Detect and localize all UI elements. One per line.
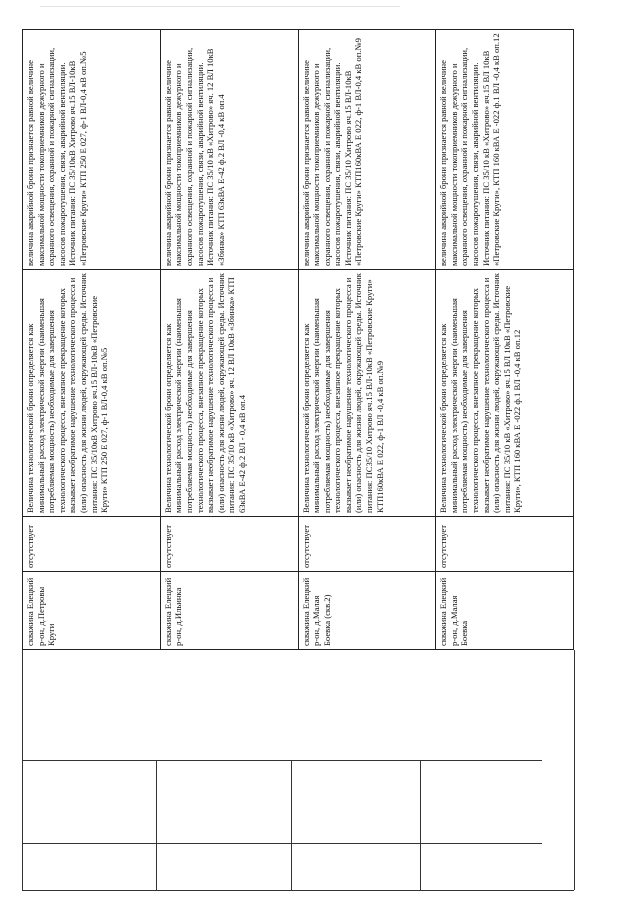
ruled-line — [22, 760, 542, 761]
ruled-line — [22, 890, 574, 891]
object-cell: скважина Елецкий р-он, д.Петровы Круги — [23, 572, 161, 650]
tech-reserve-cell: Величина технологической брони определяется как минимальный расход электрической энергии (наименьшая потребляемая мощность) необходимые для завершения технологического процесса, внезапное прекращение которых вызывает необратимое нарушение технологического процесса и (или) опасность для жизни людей, окружающей среды. Источник питания: ПС35/10 Хитрово яч.15 ВЛ-10кВ «Петровские Круги» КТП160кВА Е 022, ф-1 ВЛ -0,4 кВ оп.№9 — [298, 270, 436, 517]
tech-reserve-cell: Величина технологической брони определяется как минимальный расход электрической энергии (наименьшая потребляемая мощность) необходимые для завершения технологического процесса, внезапное прекращение которых вызывает необратимое нарушение технологического процесса и (или) опасность для жизни людей, окружающей среды. Источник питания: ПС 35/10 кВ «Хитрово» яч. 12 ВЛ 10кВ «Збинка» КТП 63кВА Е-42 ф.2 ВЛ - 0,4 кВ оп.4 — [160, 270, 298, 517]
rotated-table-wrapper — [22, 30, 574, 650]
scan-edge-line — [40, 6, 400, 7]
absent-cell: отсутствует — [23, 517, 161, 572]
emergency-reserve-cell: величина аварийной брони признается равной величине максимальной мощности токоприемников дежурного и охранного освещения, охранной и пожарной сигнализации, насосов пожаротушения, связи, аварийной вентиляции. Источник питания: ПС 35/10 кВ «Хитрово» яч. 12 ВЛ 10кВ «Збинка» КТП 63кВА Е-42 ф.2 ВЛ -0,4 кВ оп.4 — [160, 30, 298, 270]
object-cell: скважина Елецкий р-он, д.Ильинка — [160, 572, 298, 650]
absent-cell: отсутствует — [298, 517, 436, 572]
reservation-table — [22, 29, 574, 650]
object-cell: скважина Елецкий р-он, д.Малая Боевка (скв.2) — [298, 572, 436, 650]
column-divider-lower — [420, 760, 421, 890]
emergency-reserve-cell: величина аварийной брони признается равной величине максимальной мощности токоприемников дежурного и охранного освещения, охранной и пожарной сигнализации, насосов пожаротушения, связи, аварийной вентиляции. Источник питания: ПС 35/10кВ Хитрово яч.15 ВЛ-10кВ «Петровские Круги» КТП 250 Е 027, ф-1 ВЛ-0,4 кВ оп.№5 — [23, 30, 161, 270]
column-divider-lower — [156, 760, 157, 890]
emergency-reserve-cell: величина аварийной брони признается равной величине максимальной мощности токоприемников дежурного и охранного освещения, охранной и пожарной сигнализации, насосов пожаротушения, связи, аварийной вентиляции. Источник питания: ПС 35/10 Хитрово яч.15 ВЛ-10кВ «Петровские Круги» КТП160кВА Е 022, ф-1 ВЛ-0,4 кВ оп.№9 — [298, 30, 436, 270]
emergency-reserve-cell: величина аварийной брони признается равной величине максимальной мощности токоприемников дежурного и охранного освещения, охранной и пожарной сигнализации, насосов пожаротушения, связи, аварийной вентиляции. Источник питания: ПС 35/10 кВ «Хитрово» яч.15 ВЛ 10кВ «Петровские Круги», КТП 160 кВА Е -022 ф.1 ВЛ -0,4 кВ оп.12 — [436, 30, 574, 270]
table-row — [160, 30, 298, 650]
table-row — [298, 30, 436, 650]
table-row — [23, 30, 161, 650]
table-right-border-lower — [574, 650, 575, 890]
table-left-border-lower — [22, 650, 23, 890]
absent-cell: отсутствует — [160, 517, 298, 572]
object-cell: скважина Елецкий р-он, д.Малая Боевка — [436, 572, 574, 650]
column-divider-lower — [291, 760, 292, 890]
ruled-line — [22, 843, 542, 844]
table-row — [436, 30, 574, 650]
tech-reserve-cell: Величина технологической брони определяется как минимальный расход электрической энергии (наименьшая потребляемая мощность) необходимые для завершения технологического процесса, внезапное прекращение которых вызывает необратимое нарушение технологического процесса и (или) опасность для жизни людей, окружающей среды. Источник питания: ПС 35/10 кВ «Хитрово» яч.15 ВЛ 10кВ «Петровские Круги», КТП 160 кВА Е -022 ф.1 ВЛ -0,4 кВ оп.12 — [436, 270, 574, 517]
absent-cell: отсутствует — [436, 517, 574, 572]
tech-reserve-cell: Величина технологической брони определяется как минимальный расход электрической энергии (наименьшая потребляемая мощность) необходимые для завершения технологического процесса, внезапное прекращение которых вызывает необратимое нарушение технологического процесса и (или) опасность для жизни людей, окружающей среды. Источник питания: ПС 35/10кВ Хитрово яч.15 ВЛ-10кВ «Петровские Круги» КТП 250 Е 027, ф-1 ВЛ-0,4 кВ оп.№5 — [23, 270, 161, 517]
